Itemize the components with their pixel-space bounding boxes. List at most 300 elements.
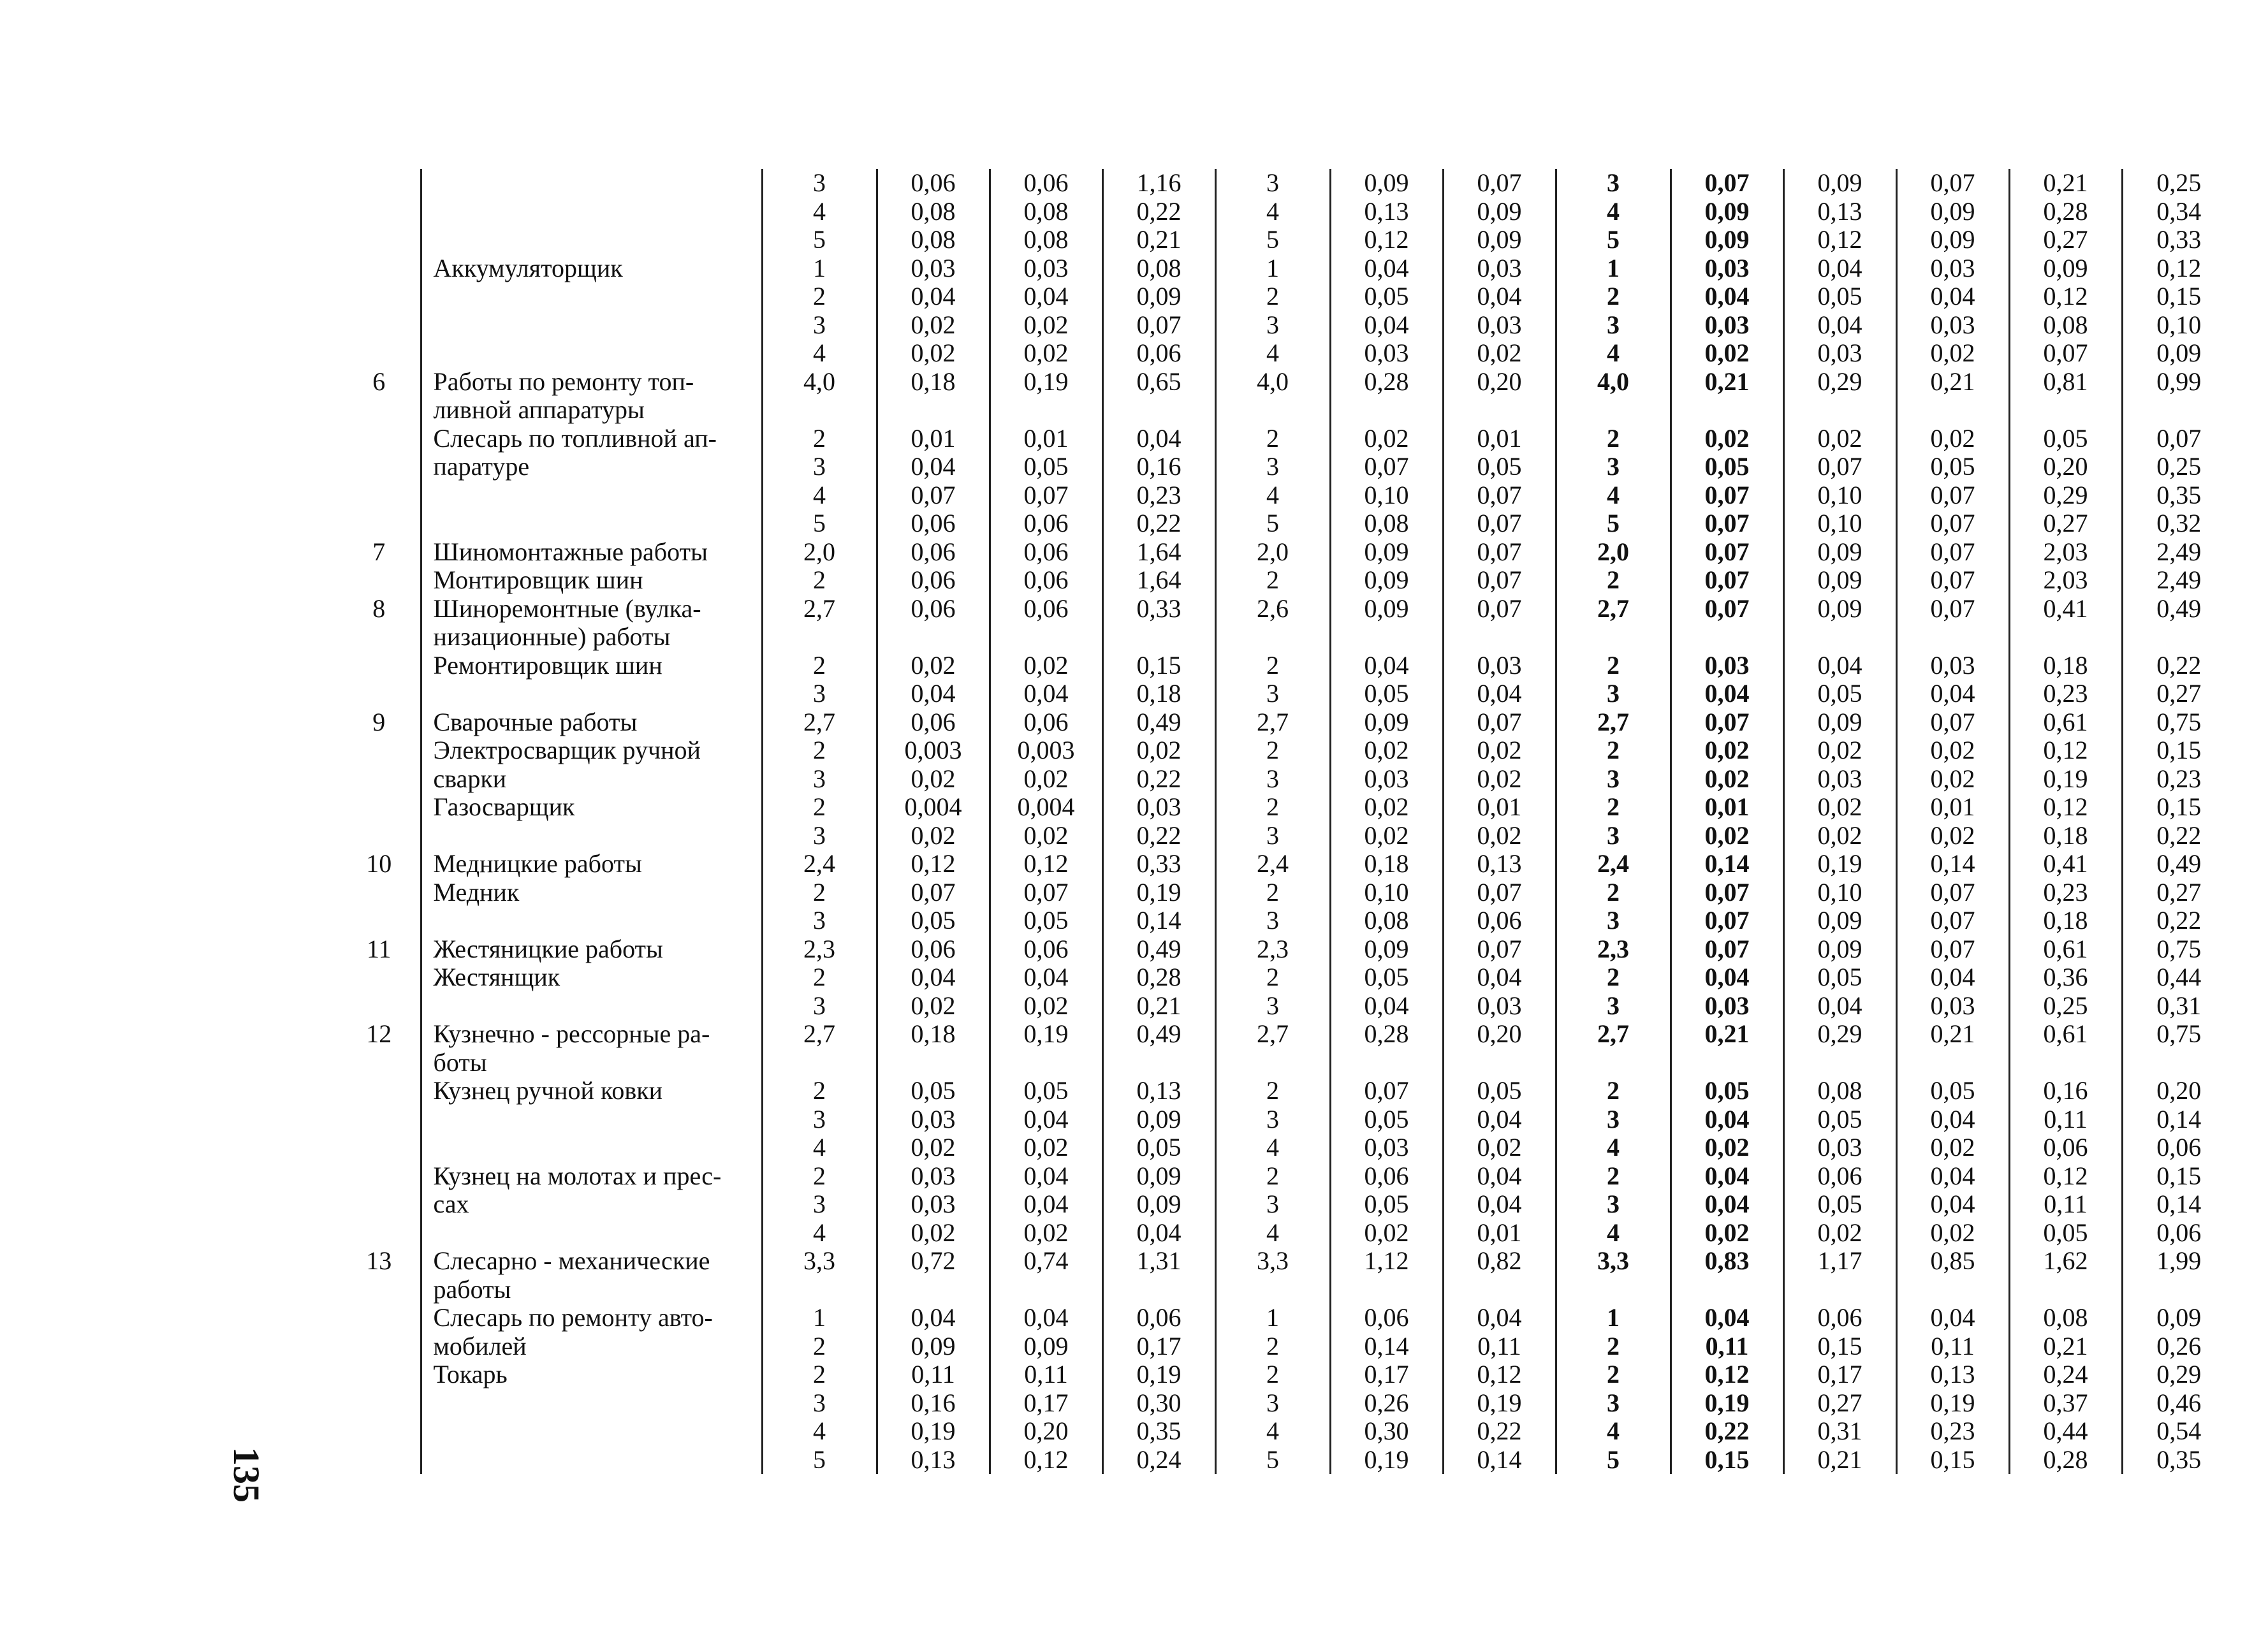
value-10-cell: 0,75 [2156, 1019, 2202, 1048]
grade-b-cell: 2,7 [1257, 1019, 1289, 1048]
grade-c-cell: 2 [1607, 650, 1620, 680]
value-2-cell: 0,02 [990, 1219, 1102, 1248]
value-4-cell [1330, 396, 1443, 425]
value-8-cell: 0,14 [1896, 850, 2009, 878]
value-1-cell: 0,03 [877, 1162, 990, 1191]
value-7-cell: 0,05 [1783, 680, 1896, 708]
grade-a-cell: 4 [762, 1133, 877, 1162]
value-4-cell: 1,12 [1330, 1247, 1443, 1276]
value-5-cell: 0,04 [1443, 1304, 1556, 1332]
value-10-cell: 0,99 [2156, 367, 2202, 396]
grade-a-cell: 3 [762, 992, 877, 1021]
value-8-cell: 0,02 [1896, 1219, 2009, 1248]
value-9-cell: 0,61 [2009, 1020, 2122, 1049]
value-6-cell: 0,02 [1671, 339, 1783, 368]
grade-a-cell: 2,3 [762, 935, 877, 964]
value-3-cell: 0,02 [1102, 736, 1215, 765]
value-5-cell: 0,04 [1443, 680, 1556, 708]
value-7-cell: 0,15 [1783, 1332, 1896, 1361]
value-7-cell: 0,12 [1783, 226, 1896, 254]
grade-a-cell: 2 [762, 1332, 877, 1361]
work-number-cell [344, 793, 421, 822]
value-3-cell: 0,15 [1102, 652, 1215, 680]
value-3-cell: 0,18 [1102, 680, 1215, 708]
grade-a-cell: 2 [762, 566, 877, 595]
value-7-cell: 0,06 [1783, 1162, 1896, 1191]
value-3-cell [1102, 396, 1215, 425]
value-10-cell: 0,27 [2156, 679, 2202, 708]
value-3-cell: 0,24 [1102, 1446, 1215, 1475]
grade-a-cell: 2,0 [762, 538, 877, 567]
value-3-cell: 0,28 [1102, 963, 1215, 992]
grade-c-cell: 2 [1607, 1161, 1620, 1190]
value-9-cell: 0,28 [2009, 198, 2122, 226]
grade-b-cell: 5 [1266, 225, 1279, 254]
value-8-cell: 0,21 [1896, 1020, 2009, 1049]
value-6-cell: 0,03 [1671, 254, 1783, 283]
value-3-cell: 0,03 [1102, 793, 1215, 822]
grade-a-cell: 2,4 [762, 850, 877, 878]
value-6-cell: 0,04 [1671, 963, 1783, 992]
value-8-cell: 0,04 [1896, 963, 2009, 992]
value-10-cell [2122, 396, 2235, 425]
table-row [344, 1133, 2235, 1162]
grade-a-cell: 2 [762, 652, 877, 680]
value-10-cell: 0,06 [2156, 1218, 2202, 1247]
value-3-cell: 0,04 [1102, 1219, 1215, 1248]
grade-b-cell: 4 [1266, 196, 1279, 226]
grade-c-cell: 2,7 [1597, 594, 1629, 623]
value-9-cell: 0,18 [2009, 822, 2122, 850]
table-row [344, 1190, 2235, 1219]
grade-b-cell: 3 [1266, 764, 1279, 793]
value-1-cell: 0,06 [877, 169, 990, 198]
value-4-cell: 0,02 [1330, 822, 1443, 850]
value-1-cell: 0,02 [877, 822, 990, 850]
value-1-cell: 0,02 [877, 652, 990, 680]
value-9-cell: 0,37 [2009, 1389, 2122, 1418]
work-number-cell [344, 1077, 421, 1105]
value-6-cell: 0,02 [1671, 425, 1783, 453]
value-9-cell: 2,03 [2009, 566, 2122, 595]
value-4-cell: 0,08 [1330, 907, 1443, 935]
value-2-cell: 0,20 [990, 1417, 1102, 1446]
grade-b-cell: 3 [1266, 1104, 1279, 1133]
work-number-cell [344, 992, 421, 1021]
grade-a-cell: 3 [762, 1190, 877, 1219]
value-7-cell: 0,10 [1783, 509, 1896, 538]
grade-c-cell: 2 [1607, 1076, 1620, 1105]
value-4-cell: 0,12 [1330, 226, 1443, 254]
grade-c-cell: 4,0 [1597, 367, 1629, 396]
value-1-cell: 0,003 [877, 736, 990, 765]
table-row [344, 1077, 2235, 1105]
grade-b-cell: 3 [1266, 452, 1279, 481]
table-row [344, 878, 2235, 907]
work-name-cell [421, 1133, 762, 1162]
work-name-cell: работы [421, 1276, 762, 1304]
work-name-cell: Шиномонтажные работы [421, 538, 762, 567]
value-2-cell: 0,04 [990, 1304, 1102, 1332]
grade-c-cell: 2 [1607, 423, 1620, 453]
value-3-cell: 0,19 [1102, 878, 1215, 907]
grade-c-cell: 3 [1607, 1388, 1620, 1417]
value-6-cell: 0,07 [1671, 878, 1783, 907]
value-8-cell: 0,05 [1896, 1077, 2009, 1105]
grade-c-cell: 2,0 [1597, 537, 1629, 566]
value-9-cell: 1,62 [2009, 1247, 2122, 1276]
work-name-cell [421, 339, 762, 368]
value-8-cell: 0,04 [1896, 1304, 2009, 1332]
grade-c-cell: 5 [1607, 225, 1620, 254]
table-row [344, 1304, 2235, 1332]
value-2-cell: 0,02 [990, 1133, 1102, 1162]
value-6-cell: 0,22 [1671, 1417, 1783, 1446]
table-row [344, 935, 2235, 964]
norms-table [344, 169, 2235, 1474]
value-1-cell: 0,02 [877, 1219, 990, 1248]
grade-a-cell: 3 [762, 1105, 877, 1134]
table-row [344, 396, 2235, 425]
table-row [344, 169, 2235, 198]
value-6-cell: 0,03 [1671, 992, 1783, 1021]
value-10-cell: 0,15 [2156, 282, 2202, 310]
value-6-cell: 0,04 [1671, 282, 1783, 311]
value-1-cell: 0,06 [877, 595, 990, 623]
value-4-cell: 0,09 [1330, 935, 1443, 964]
grade-b-cell: 4 [1266, 339, 1279, 367]
value-4-cell [1330, 1276, 1443, 1304]
value-9-cell: 0,36 [2009, 963, 2122, 992]
grade-b-cell: 2,6 [1257, 594, 1289, 623]
grade-a-cell: 2 [762, 1360, 877, 1389]
value-1-cell: 0,72 [877, 1247, 990, 1276]
value-8-cell: 0,21 [1896, 368, 2009, 397]
grade-b-cell: 2 [1266, 565, 1279, 594]
value-2-cell: 0,02 [990, 311, 1102, 340]
value-3-cell [1102, 623, 1215, 652]
work-number-cell: 6 [372, 367, 386, 396]
value-7-cell: 0,04 [1783, 652, 1896, 680]
grade-c-cell [1556, 623, 1671, 652]
work-name-cell: Кузнец ручной ковки [421, 1077, 762, 1105]
value-9-cell: 0,81 [2009, 368, 2122, 397]
value-6-cell: 0,05 [1671, 1077, 1783, 1105]
value-1-cell [877, 623, 990, 652]
value-1-cell: 0,04 [877, 282, 990, 311]
value-7-cell: 0,03 [1783, 339, 1896, 368]
work-number-cell [344, 169, 421, 198]
value-9-cell: 0,18 [2009, 907, 2122, 935]
value-1-cell: 0,07 [877, 481, 990, 510]
value-7-cell [1783, 1276, 1896, 1304]
value-4-cell: 0,28 [1330, 368, 1443, 397]
value-3-cell: 0,09 [1102, 1162, 1215, 1191]
value-5-cell: 0,07 [1443, 595, 1556, 623]
table-row [344, 1276, 2235, 1304]
value-3-cell: 1,64 [1102, 566, 1215, 595]
work-name-cell: Жестянщик [421, 963, 762, 992]
value-4-cell: 0,05 [1330, 963, 1443, 992]
grade-a-cell: 4 [762, 481, 877, 510]
value-10-cell: 0,31 [2156, 991, 2202, 1020]
value-7-cell: 0,05 [1783, 282, 1896, 311]
value-5-cell: 0,11 [1443, 1332, 1556, 1361]
value-4-cell [1330, 1049, 1443, 1077]
value-2-cell: 0,06 [990, 708, 1102, 737]
grade-a-cell: 2 [762, 282, 877, 311]
value-1-cell: 0,11 [877, 1360, 990, 1389]
value-1-cell: 0,06 [877, 509, 990, 538]
table-row [344, 992, 2235, 1021]
work-number-cell [344, 1133, 421, 1162]
value-3-cell: 0,21 [1102, 226, 1215, 254]
value-6-cell: 0,11 [1671, 1332, 1783, 1361]
value-2-cell: 0,04 [990, 1162, 1102, 1191]
value-1-cell: 0,19 [877, 1417, 990, 1446]
grade-c-cell: 4 [1607, 480, 1620, 509]
work-name-cell: Кузнечно - рессорные ра- [421, 1020, 762, 1049]
value-8-cell: 0,03 [1896, 254, 2009, 283]
value-2-cell: 0,05 [990, 907, 1102, 935]
page-number: 135 [226, 1447, 267, 1503]
value-10-cell: 0,49 [2156, 594, 2202, 623]
value-7-cell: 0,04 [1783, 254, 1896, 283]
work-number-cell: 12 [366, 1019, 392, 1048]
work-number-cell: 10 [366, 849, 392, 878]
value-4-cell: 0,05 [1330, 282, 1443, 311]
value-7-cell: 0,09 [1783, 907, 1896, 935]
value-2-cell: 0,02 [990, 339, 1102, 368]
value-10-cell [2122, 1276, 2235, 1304]
value-1-cell: 0,09 [877, 1332, 990, 1361]
value-2-cell [990, 623, 1102, 652]
value-6-cell: 0,07 [1671, 935, 1783, 964]
value-2-cell: 0,05 [990, 1077, 1102, 1105]
value-8-cell: 0,01 [1896, 793, 2009, 822]
value-9-cell: 0,18 [2009, 652, 2122, 680]
value-7-cell [1783, 396, 1896, 425]
work-name-cell [421, 907, 762, 935]
value-3-cell: 0,23 [1102, 481, 1215, 510]
value-8-cell: 0,07 [1896, 907, 2009, 935]
value-10-cell: 2,49 [2156, 537, 2202, 566]
value-3-cell: 0,16 [1102, 453, 1215, 481]
work-name-cell [421, 509, 762, 538]
value-4-cell: 0,07 [1330, 1077, 1443, 1105]
grade-a-cell: 2 [762, 963, 877, 992]
value-3-cell: 0,09 [1102, 282, 1215, 311]
value-5-cell: 0,03 [1443, 992, 1556, 1021]
value-5-cell: 0,20 [1443, 1020, 1556, 1049]
value-3-cell: 0,30 [1102, 1389, 1215, 1418]
value-1-cell: 0,02 [877, 992, 990, 1021]
work-name-cell: Работы по ремонту топ- [421, 368, 762, 397]
grade-a-cell: 3 [762, 311, 877, 340]
value-2-cell: 0,02 [990, 992, 1102, 1021]
value-8-cell: 0,09 [1896, 198, 2009, 226]
value-10-cell: 0,27 [2156, 877, 2202, 907]
value-7-cell: 0,27 [1783, 1389, 1896, 1418]
table-row [344, 1219, 2235, 1248]
value-9-cell: 0,61 [2009, 935, 2122, 964]
value-3-cell: 1,64 [1102, 538, 1215, 567]
value-10-cell: 1,99 [2156, 1246, 2202, 1275]
value-10-cell: 0,29 [2156, 1360, 2202, 1388]
value-3-cell: 0,22 [1102, 198, 1215, 226]
grade-b-cell: 3 [1266, 310, 1279, 339]
table-row [344, 339, 2235, 368]
grade-c-cell: 4 [1607, 196, 1620, 226]
value-5-cell [1443, 1276, 1556, 1304]
value-2-cell: 0,07 [990, 878, 1102, 907]
value-2-cell: 0,004 [990, 793, 1102, 822]
value-1-cell: 0,04 [877, 1304, 990, 1332]
grade-b-cell: 3 [1266, 991, 1279, 1020]
value-3-cell: 0,33 [1102, 850, 1215, 878]
value-1-cell: 0,02 [877, 311, 990, 340]
value-7-cell: 0,04 [1783, 311, 1896, 340]
grade-c-cell: 1 [1607, 253, 1620, 282]
value-9-cell: 0,11 [2009, 1190, 2122, 1219]
work-name-cell [421, 992, 762, 1021]
grade-c-cell: 2 [1607, 565, 1620, 594]
value-4-cell: 0,06 [1330, 1162, 1443, 1191]
value-6-cell: 0,03 [1671, 311, 1783, 340]
work-name-cell: Шиноремонтные (вулка- [421, 595, 762, 623]
work-number-cell [344, 282, 421, 311]
value-2-cell: 0,05 [990, 453, 1102, 481]
value-2-cell [990, 1276, 1102, 1304]
value-2-cell: 0,06 [990, 509, 1102, 538]
work-name-cell: Монтировщик шин [421, 566, 762, 595]
work-name-cell [421, 1417, 762, 1446]
grade-b-cell: 3 [1266, 1190, 1279, 1218]
grade-c-cell [1556, 1276, 1671, 1304]
value-7-cell: 0,13 [1783, 198, 1896, 226]
value-6-cell: 0,02 [1671, 1219, 1783, 1248]
value-10-cell: 0,09 [2156, 1303, 2202, 1332]
value-5-cell: 0,02 [1443, 765, 1556, 794]
value-8-cell: 0,03 [1896, 992, 2009, 1021]
value-6-cell: 0,02 [1671, 1133, 1783, 1162]
value-5-cell: 0,04 [1443, 282, 1556, 311]
value-6-cell: 0,07 [1671, 566, 1783, 595]
value-8-cell: 0,85 [1896, 1247, 2009, 1276]
work-name-cell [421, 1446, 762, 1475]
work-number-cell [344, 1389, 421, 1418]
value-2-cell: 0,06 [990, 538, 1102, 567]
value-3-cell: 0,05 [1102, 1133, 1215, 1162]
work-name-cell [421, 680, 762, 708]
value-9-cell [2009, 1276, 2122, 1304]
work-number-cell [344, 1190, 421, 1219]
value-6-cell: 0,02 [1671, 822, 1783, 850]
grade-b-cell: 3 [1266, 679, 1279, 708]
work-name-cell: Аккумуляторщик [421, 254, 762, 283]
value-10-cell: 0,07 [2156, 423, 2202, 453]
value-7-cell: 0,05 [1783, 1105, 1896, 1134]
value-3-cell: 0,14 [1102, 907, 1215, 935]
work-name-cell [421, 282, 762, 311]
value-1-cell: 0,05 [877, 1077, 990, 1105]
value-8-cell: 0,13 [1896, 1360, 2009, 1389]
grade-b-cell: 2,0 [1257, 537, 1289, 566]
table-row [344, 1105, 2235, 1134]
grade-a-cell [762, 1049, 877, 1077]
value-10-cell: 0,20 [2156, 1076, 2202, 1105]
value-9-cell: 0,29 [2009, 481, 2122, 510]
grade-a-cell: 2,7 [762, 1020, 877, 1049]
value-7-cell: 0,02 [1783, 1219, 1896, 1248]
grade-a-cell: 2,7 [762, 708, 877, 737]
value-7-cell: 0,02 [1783, 793, 1896, 822]
table-row [344, 453, 2235, 481]
value-10-cell: 0,75 [2156, 934, 2202, 963]
value-6-cell: 0,07 [1671, 169, 1783, 198]
value-6-cell: 0,07 [1671, 509, 1783, 538]
value-10-cell: 0,25 [2156, 168, 2202, 197]
value-5-cell [1443, 623, 1556, 652]
table-body [344, 169, 2235, 1474]
grade-b-cell: 3 [1266, 820, 1279, 850]
value-2-cell: 0,02 [990, 822, 1102, 850]
value-8-cell: 0,07 [1896, 538, 2009, 567]
value-5-cell: 0,05 [1443, 453, 1556, 481]
grade-c-cell: 4 [1607, 1133, 1620, 1162]
value-9-cell: 0,25 [2009, 992, 2122, 1021]
value-4-cell: 0,03 [1330, 339, 1443, 368]
value-8-cell: 0,07 [1896, 935, 2009, 964]
value-9-cell [2009, 1049, 2122, 1077]
value-10-cell [2122, 623, 2235, 652]
value-3-cell: 0,22 [1102, 765, 1215, 794]
value-5-cell [1443, 396, 1556, 425]
value-5-cell: 0,12 [1443, 1360, 1556, 1389]
value-9-cell: 0,19 [2009, 765, 2122, 794]
value-6-cell [1671, 1049, 1783, 1077]
value-3-cell: 0,06 [1102, 339, 1215, 368]
value-3-cell: 0,07 [1102, 311, 1215, 340]
value-9-cell: 0,23 [2009, 680, 2122, 708]
value-9-cell: 0,12 [2009, 793, 2122, 822]
value-4-cell: 0,13 [1330, 198, 1443, 226]
work-number-cell [344, 198, 421, 226]
table-row [344, 963, 2235, 992]
work-number-cell [344, 1446, 421, 1475]
value-8-cell: 0,15 [1896, 1446, 2009, 1475]
grade-b-cell: 2 [1266, 423, 1279, 453]
value-5-cell: 0,04 [1443, 1190, 1556, 1219]
value-6-cell: 0,12 [1671, 1360, 1783, 1389]
value-9-cell: 0,09 [2009, 254, 2122, 283]
value-7-cell: 1,17 [1783, 1247, 1896, 1276]
value-7-cell: 0,05 [1783, 1190, 1896, 1219]
value-9-cell: 0,41 [2009, 595, 2122, 623]
value-1-cell: 0,02 [877, 765, 990, 794]
grade-a-cell [762, 396, 877, 425]
grade-c-cell: 3 [1607, 764, 1620, 793]
work-name-cell [421, 1389, 762, 1418]
grade-c-cell: 2 [1607, 877, 1620, 907]
work-name-cell: Медницкие работы [421, 850, 762, 878]
grade-c-cell: 3 [1607, 906, 1620, 935]
value-6-cell [1671, 1276, 1783, 1304]
value-6-cell: 0,03 [1671, 652, 1783, 680]
value-8-cell: 0,02 [1896, 736, 2009, 765]
value-7-cell: 0,31 [1783, 1417, 1896, 1446]
value-9-cell: 0,11 [2009, 1105, 2122, 1134]
